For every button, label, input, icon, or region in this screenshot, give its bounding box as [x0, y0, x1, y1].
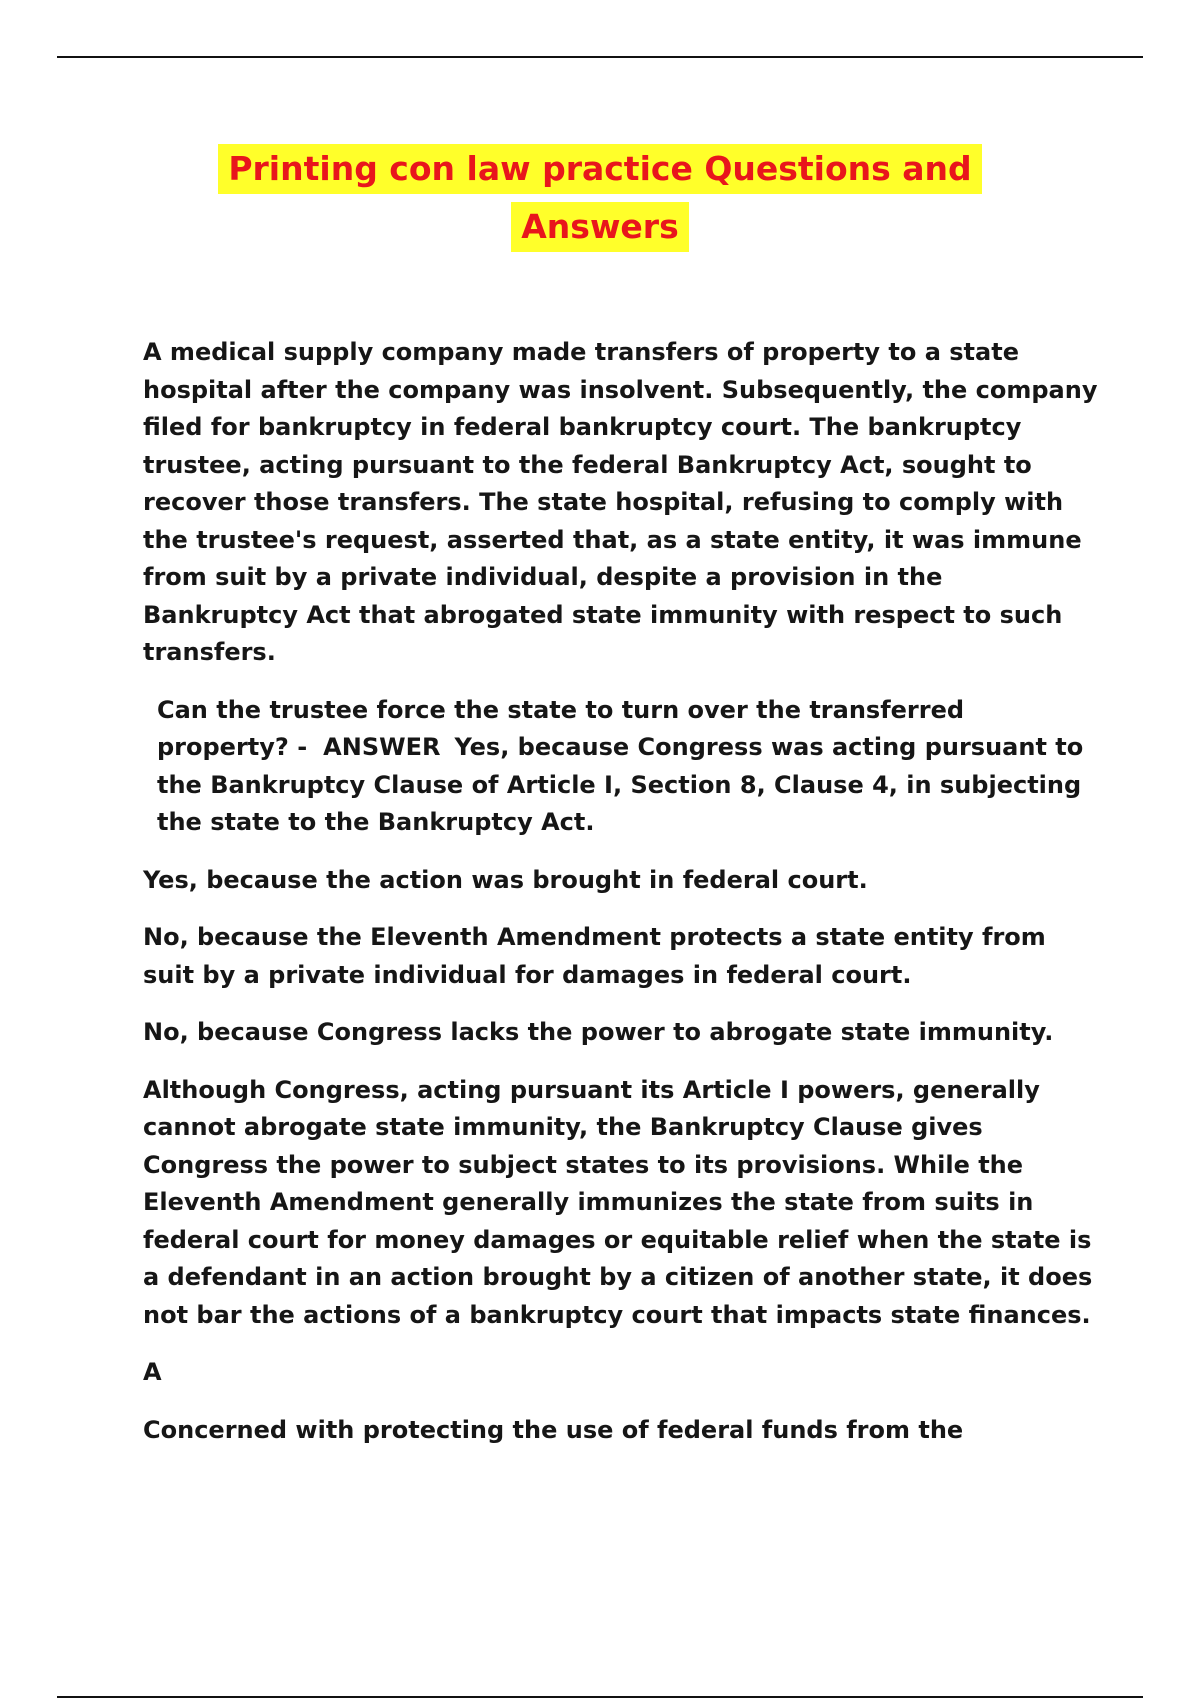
- answer-text: Yes, because Congress was acting pursuant to the Bankruptcy Clause of Article I, Section 8, Clause 4, in subjecting the state to the Bankruptcy Act.: [157, 733, 1084, 836]
- bottom-rule: [57, 1696, 1143, 1698]
- title-line-1: Printing con law practice Questions and: [218, 144, 981, 194]
- top-rule: [57, 56, 1143, 58]
- option-d: No, because Congress lacks the power to abrogate state immunity.: [143, 1018, 1054, 1046]
- question-and-answer-paragraph: [143, 692, 1103, 842]
- option-b: Yes, because the action was brought in federal court.: [143, 865, 868, 894]
- document-title: [0, 140, 1200, 256]
- explanation-paragraph: Although Congress, acting pursuant its Article I powers, generally cannot abrogate state immunity, the Bankruptcy Clause gives Congress the power to subject states to its provisions. While the Eleventh Amendment generally immunizes the state from suits in federal court for money damages or equitable relief when the state is a defendant in an action brought by a citizen of another state, it does not bar the actions of a bankruptcy court that impacts state finances.: [143, 1075, 1093, 1329]
- title-line-2: Answers: [511, 202, 688, 252]
- next-question-start: Concerned with protecting the use of federal funds from the: [143, 1415, 964, 1444]
- option-c: No, because the Eleventh Amendment protects a state entity from suit by a private individual for damages in federal court.: [143, 923, 1046, 989]
- document-body: [143, 334, 1103, 1469]
- question-facts-paragraph: A medical supply company made transfers of property to a state hospital after the company was insolvent. Subsequently, the company filed for bankruptcy in federal bankruptcy court. The bankruptcy trustee, acting pursuant to the federal Bankruptcy Act, sought to recover those transfers. The state hospital, refusing to comply with the trustee's request, asserted that, as a state entity, it was immune from suit by a private individual, despite a provision in the Bankruptcy Act that abrogated state immunity with respect to such transfers.: [143, 338, 1098, 666]
- question-text: Can the trustee force the state to turn over the transferred property? -: [157, 695, 965, 761]
- correct-answer-letter: A: [143, 1358, 162, 1386]
- answer-label: ANSWER: [323, 733, 441, 761]
